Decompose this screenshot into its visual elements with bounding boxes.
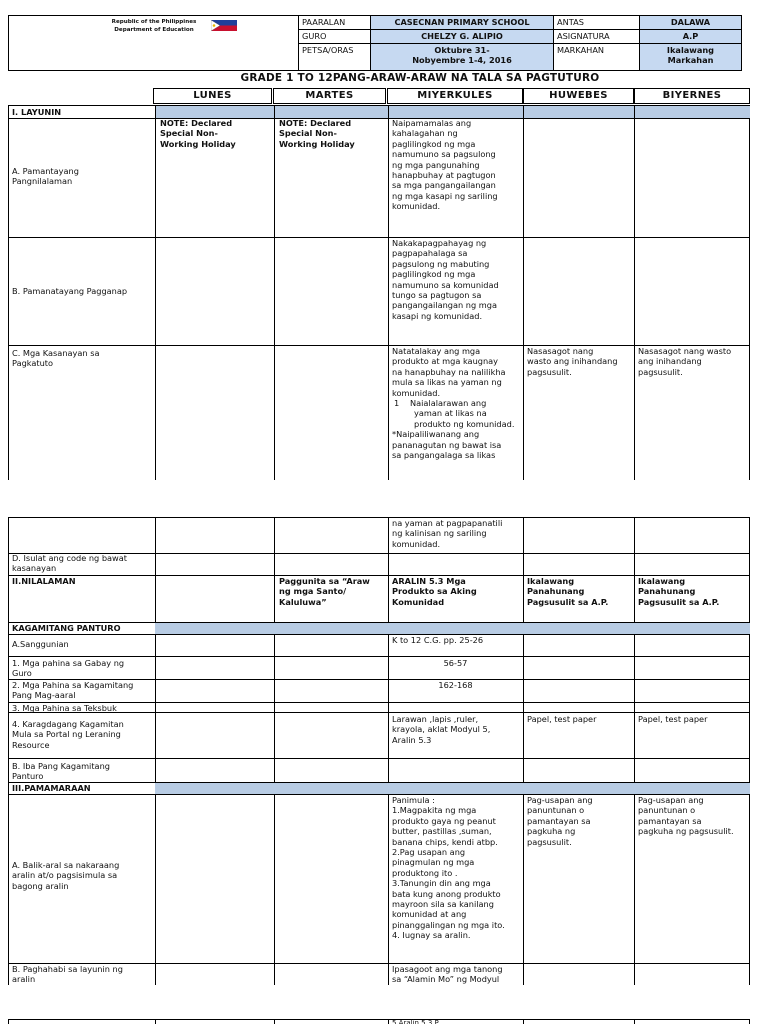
table-page-3: [8, 1019, 750, 1024]
kasanayan-miyerkules-cont: na yaman at pagpapanatili ng kalinisan ng sariling komunidad.: [392, 518, 503, 549]
header-table: [8, 15, 742, 71]
row-label-a: A. Pamantayang Pangnilalaman: [12, 166, 79, 187]
note-martes: NOTE: Declared Special Non- Working Holiday: [279, 118, 355, 149]
value-paaralan: CASECNAN PRIMARY SCHOOL: [371, 16, 554, 30]
next-page-miyerkules: 5 Aralin 5.3 P...: [392, 1019, 445, 1024]
label-markahan: MARKAHAN: [554, 44, 640, 70]
pamamaraan-band: [155, 783, 750, 794]
pamantayang-nilalaman-miyerkules: Naipamamalas ang kahalagahan ng paglilingkod ng mga namumuno sa pagsulong ng mga pangunahing hanapbuhay at pagtugon sa mga pangangailangan ng mga kasapi ng sariling komunidad.: [392, 118, 498, 212]
nilalaman-miyerkules: ARALIN 5.3 Mga Produkto sa Aking Komunidad: [392, 576, 477, 607]
row-label-portal: 4. Karagdagang Kagamitan Mula sa Portal ng Leraning Resource: [12, 719, 124, 750]
row-label-c: C. Mga Kasanayan sa Pagkatuto: [12, 348, 100, 369]
label-asignatura: ASIGNATURA: [554, 30, 640, 44]
value-asignatura: A.P: [640, 30, 741, 44]
layunin-band: [155, 106, 750, 118]
kagamitan-band: [155, 623, 750, 634]
day-header-miyerkules: MIYERKULES: [387, 88, 523, 104]
label-paaralan: PAARALAN: [299, 16, 371, 30]
section-kagamitan: KAGAMITANG PANTURO: [12, 623, 121, 633]
republic-text: Republic of the Philippines: [111, 19, 197, 25]
balik-aral-biyernes: Pag-usapan ang panuntunan o pamantayan sa pagkuha ng pagsusulit.: [638, 795, 734, 837]
department-text: Department of Education: [114, 27, 194, 33]
page-title: GRADE 1 TO 12PANG-ARAW-ARAW NA TALA SA PAGTUTURO: [240, 72, 600, 84]
day-header-biyernes: BIYERNES: [634, 88, 750, 104]
value-markahan: [640, 44, 741, 70]
philippine-flag-icon: [211, 20, 237, 31]
row-label-teksbuk: 3. Mga Pahina sa Teksbuk: [12, 703, 117, 713]
balik-aral-huwebes: Pag-usapan ang panuntunan o pamantayan sa pagkuha ng pagsusulit.: [527, 795, 593, 847]
value-petsa: [371, 44, 554, 70]
petsa-line-1: Oktubre 31-: [434, 45, 490, 55]
row-label-iba-pang-kagamitan: B. Iba Pang Kagamitang Panturo: [12, 761, 110, 782]
row-label-balik-aral: A. Balik-aral sa nakaraang aralin at/o pagsisimula sa bagong aralin: [12, 860, 120, 891]
markahan-line-1: Ikalawang: [666, 45, 715, 55]
row-label-paghahabi: B. Paghahabi sa layunin ng aralin: [12, 964, 123, 985]
row-label-d: D. Isulat ang code ng bawat kasanayan: [12, 553, 127, 574]
gabay-miyerkules: 56-57: [443, 658, 468, 668]
value-guro: CHELZY G. ALIPIO: [371, 30, 554, 44]
nilalaman-huwebes: Ikalawang Panahunang Pagsusulit sa A.P.: [527, 576, 609, 607]
nilalaman-biyernes: Ikalawang Panahunang Pagsusulit sa A.P.: [638, 576, 720, 607]
kagamitang-miyerkules: 162-168: [438, 680, 473, 690]
petsa-line-2: Nobyembre 1-4, 2016: [412, 55, 512, 66]
label-antas: ANTAS: [554, 16, 640, 30]
day-header-martes: MARTES: [273, 88, 386, 104]
paghahabi-miyerkules: Ipasagoot ang mga tanong sa “Alamin Mo” ng Modyul: [392, 964, 503, 985]
note-lunes: NOTE: Declared Special Non- Working Holiday: [160, 118, 236, 149]
row-label-sanggunian: A.Sanggunian: [12, 639, 69, 649]
value-antas: DALAWA: [640, 16, 741, 30]
row-label-gabay: 1. Mga pahina sa Gabay ng Guro: [12, 658, 125, 679]
agency-cell: [9, 16, 299, 70]
kasanayan-huwebes: Nasasagot nang wasto ang inihandang pagsusulit.: [527, 346, 618, 377]
portal-biyernes: Papel, test paper: [638, 714, 708, 724]
kasanayan-miyerkules: Natatalakay ang mga produkto at mga kaugnay na hanapbuhay na nalilikha mula sa likas na yaman ng komunidad. 1 Naialalarawan ang yaman at likas na produkto ng komunidad. *Naipaliliwanang ang pananagutan ng bawat isa sa pangangalaga sa likas: [392, 346, 515, 461]
portal-huwebes: Papel, test paper: [527, 714, 597, 724]
day-header-lunes: LUNES: [153, 88, 272, 104]
section-nilalaman: II.NILALAMAN: [12, 576, 76, 586]
portal-miyerkules: Larawan ,lapis ,ruler, krayola, aklat Modyul 5, Aralin 5.3: [392, 714, 491, 745]
row-label-kagamitang-mag-aaral: 2. Mga Pahina sa Kagamitang Pang Mag-aaral: [12, 680, 134, 701]
markahan-line-2: Markahan: [667, 55, 714, 66]
section-layunin: I. LAYUNIN: [12, 107, 62, 117]
table-page-2: [8, 517, 750, 985]
balik-aral-miyerkules: Panimula : 1.Magpakita ng mga produkto gaya ng peanut butter, pastillas ,suman, banana chips, kendi atbp. 2.Pag usapan ang pinagmulan ng mga produktong ito . 3.Tanungin din ang mga bata kung anong produkto mayroon sila sa kanilang komunidad at ang pinanggalingan ng mga ito. 4. Iugnay sa aralin.: [392, 795, 505, 941]
table-page-1: [8, 105, 750, 480]
sanggunian-miyerkules: K to 12 C.G. pp. 25-26: [392, 635, 484, 645]
day-header-huwebes: HUWEBES: [523, 88, 634, 104]
row-label-b: B. Pamanatayang Pagganap: [12, 286, 128, 296]
nilalaman-martes: Paggunita sa “Araw ng mga Santo/ Kaluluwa”: [279, 576, 370, 607]
section-pamamaraan: III.PAMAMARAAN: [12, 783, 91, 793]
label-petsa: PETSA/ORAS: [299, 44, 371, 70]
pamantayang-pagganap-miyerkules: Nakakapagpahayag ng pagpapahalaga sa pagsulong ng mabuting paglilingkod ng mga namumuno sa komunidad tungo sa pagtugon sa pangangailangan ng mga kasapi ng komunidad.: [392, 238, 499, 321]
kasanayan-biyernes: Nasasagot nang wasto ang inihandang pagsusulit.: [638, 346, 732, 377]
label-guro: GURO: [299, 30, 371, 44]
